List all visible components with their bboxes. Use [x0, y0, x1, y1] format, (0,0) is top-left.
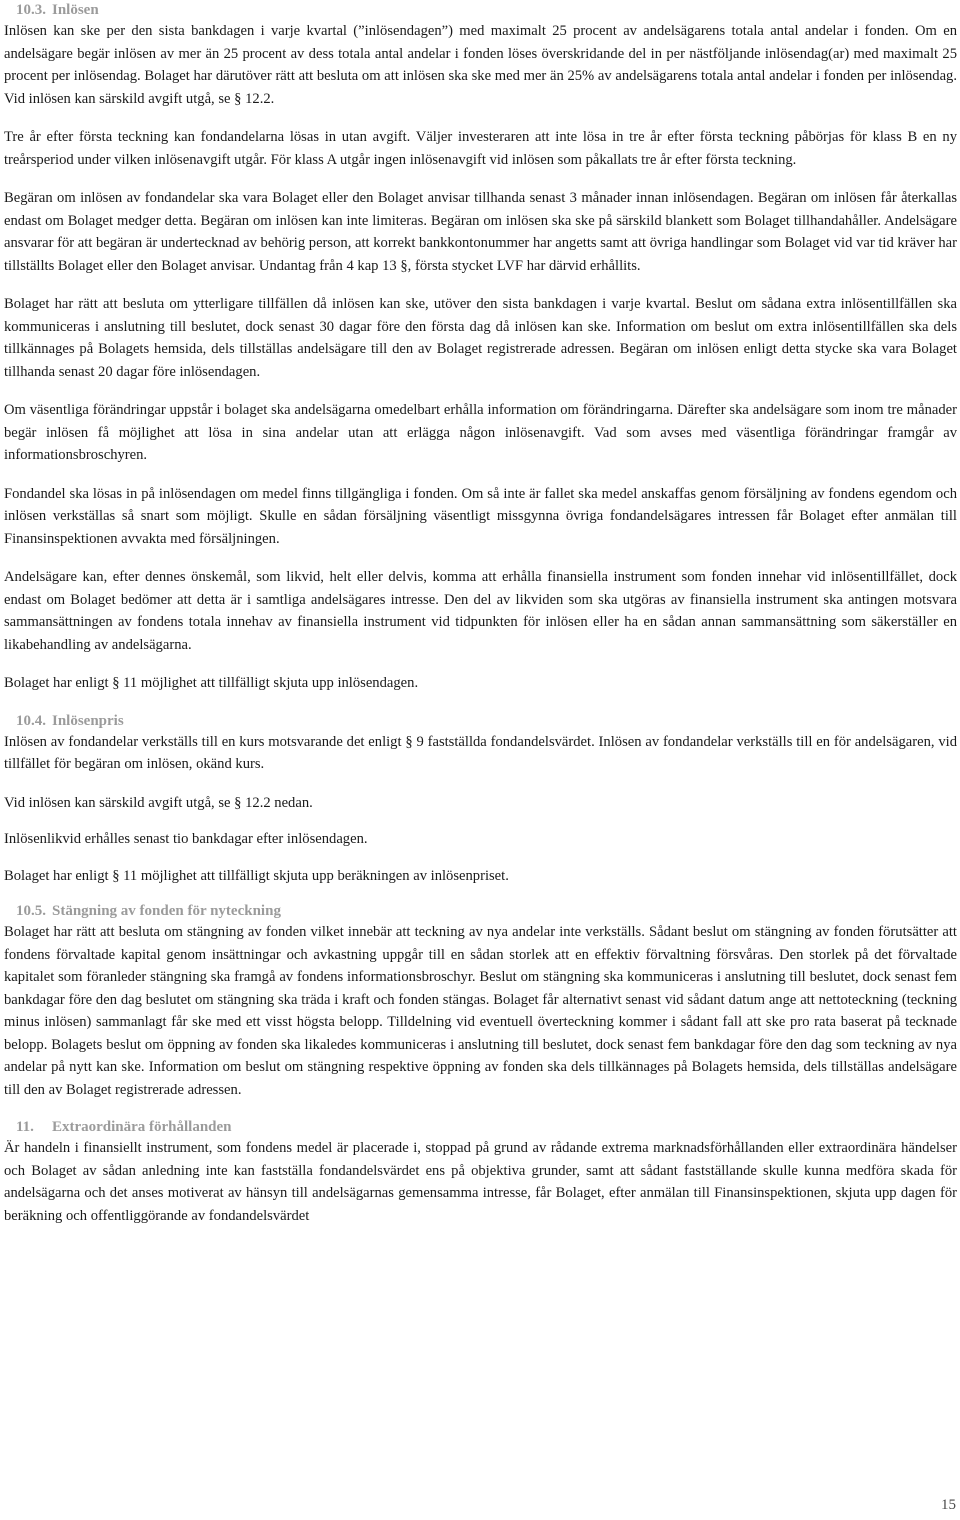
paragraph: Bolaget har enligt § 11 möjlighet att tillfälligt skjuta upp inlösendagen. — [4, 675, 419, 691]
paragraph: Är handeln i finansiellt instrument, som fondens medel är placerade i, stoppad på grund av rådande extrema marknadsförhållanden eller extraordinära händelser och Bolaget av sådan anledning inte kan fastställa fondandelsvärdet ens på objektiva grunder, samt att sådant fastställande skulle kunna medföra skada för andelsägarna och det anses motiverat av hänsyn till andelsägarnas gemensamma intresse, får Bolaget, efter anmälan till Finansinspektionen, skjuta upp dagen för beräkning och offentliggörande av fondandelsvärdet — [4, 1140, 957, 1224]
section-number: 10.3. — [16, 2, 46, 18]
section-title: Stängning av fonden för nyteckning — [52, 903, 281, 919]
section-number: 10.4. — [16, 712, 46, 729]
section-heading-10-3 — [4, 0, 957, 20]
section-heading-10-4 — [4, 711, 957, 731]
paragraph: Inlösen av fondandelar verkställs till en kurs motsvarande det enligt § 9 fastställda fondandelsvärdet. Inlösen av fondandelar verkställs till en för andelsägaren, vid tillfället för begäran om inlösen, okänd kurs. — [4, 733, 957, 772]
paragraph: Bolaget har rätt att besluta om ytterligare tillfällen då inlösen kan ske, utöver den sista bankdagen i varje kvartal. Beslut om sådana extra inlösentillfällen ska kommuniceras i anslutning till beslutet, dock senast 30 dagar före den första dag då inlösen kan ske. Information om beslut om extra inlösentillfällen ska dels tillkännages på Bolagets hemsida, dels tillställas andelsägare till den av Bolaget registrerade adressen. Begäran om inlösen enligt detta stycke ska vara Bolaget tillhanda senast 20 dagar före inlösendagen. — [4, 296, 957, 380]
section-number: 10.5. — [16, 903, 46, 919]
paragraph: Bolaget har rätt att besluta om stängning av fonden vilket innebär att teckning av nya andelar inte verkställs. Sådant beslut om stängning av fonden förutsätter att fondens förvaltade kapital genom insättningar och avkastning uppgår till en sådan storlek att en effektiv förvaltning försvåras. Den storlek på det förvaltade kapitalet som föranleder stängning ska framgå av fondens informationsbroschyr. Beslut om stängning ska kommuniceras i anslutning till beslutet, dock senast fem bankdagar före den dag beslutet om stängning ska träda i kraft och fonden stängas. Bolaget får alternativt senast vid sådant datum ange att nettoteckning (teckning minus inlösen) sammanlagt får ske med ett visst högsta belopp. Tilldelning vid eventuell överteckning kommer i sådant fall att ske pro rata baserat på tecknade belopp. Bolagets beslut om öppning av fonden ska likaledes kommuniceras i anslutning till beslutet, dock senast fem bankdagar före den dag som teckning av nya andelar på nytt kan ske. Information om beslut om stängning respektive öppning av fonden ska dels tillkännages på Bolagets hemsida, dels tillställas andelsägare till den av Bolaget registrerade adressen. — [4, 924, 957, 1098]
section-title: Inlösenpris — [52, 712, 124, 729]
paragraph: Inlösen kan ske per den sista bankdagen i varje kvartal (”inlösendagen”) med maximalt 25 procent av andelsägarens totala antal andelar i fonden. Om en andelsägare begär inlösen av mer än 25 procent av dess totala antal andelar i fonden löses överskridande del in per nästföljande inlösendag(ar) med maximalt 25 procent per inlösendag. Bolaget har därutöver rätt att besluta om att inlösen ska ske med mer än 25% av andelsägarens totala antal andelar i fonden per inlösendag. Vid inlösen kan särskild avgift utgå, se § 12.2. — [4, 23, 957, 107]
paragraph: Inlösenlikvid erhålles senast tio bankdagar efter inlösendagen. — [4, 831, 368, 847]
paragraph: Begäran om inlösen av fondandelar ska vara Bolaget eller den Bolaget anvisar tillhanda senast 3 månader innan inlösendagen. Begäran om inlösen får återkallas endast om Bolaget medger detta. Begäran om inlösen kan inte limiteras. Begäran om inlösen ska ske på särskild blankett som Bolaget tillhandahåller. Andelsägare ansvarar för att begäran är undertecknad av behörig person, att korrekt bankkontonummer har angetts samt att övriga handlingar som Bolaget vid var tid kräver har tillställts Bolaget eller den Bolaget anvisar. Undantag från 4 kap 13 §, första stycket LVF har därvid erhållits. — [4, 190, 957, 274]
document-page — [4, 0, 957, 1243]
section-heading-11 — [4, 1117, 957, 1137]
paragraph: Andelsägare kan, efter dennes önskemål, som likvid, helt eller delvis, komma att erhålla finansiella instrument som fonden innehar vid inlösentillfället, dock endast om Bolaget bedömer att detta är i samtliga andelsägares intresse. Den del av likviden som ska utgöras av finansiella instrument ska antingen motsvara sammansättningen av fondens totala innehav av finansiella instrument vid tidpunkten för inlösen eller ha en sådan annan sammansättning som säkerställer en likabehandling av andelsägarna. — [4, 569, 957, 653]
paragraph: Bolaget har enligt § 11 möjlighet att tillfälligt skjuta upp beräkningen av inlösenpriset. — [4, 867, 509, 884]
section-title: Extraordinära förhållanden — [51, 1119, 232, 1135]
paragraph: Om väsentliga förändringar uppstår i bolaget ska andelsägarna omedelbart erhålla information om förändringarna. Därefter ska andelsägare som inom tre månader begär inlösen få möjlighet att lösa in sina andelar utan att erlägga någon inlösenavgift. Vad som avses med väsentliga förändringar framgår av informationsbroschyren. — [4, 402, 957, 463]
page-number: 15 — [941, 1497, 956, 1513]
paragraph: Tre år efter första teckning kan fondandelarna lösas in utan avgift. Väljer investeraren att inte lösa in tre år efter första teckning påbörjas för klass B en ny treårsperiod under vilken inlösenavgift utgår. För klass A utgår ingen inlösenavgift vid inlösen som påkallats tre år efter första teckning. — [4, 129, 957, 168]
section-heading-10-5 — [4, 901, 957, 921]
paragraph: Vid inlösen kan särskild avgift utgå, se § 12.2 nedan. — [4, 794, 313, 811]
paragraph: Fondandel ska lösas in på inlösendagen om medel finns tillgängliga i fonden. Om så inte är fallet ska medel anskaffas genom försäljning av fondens egendom och inlösen verkställas så snart som möjligt. Skulle en sådan försäljning väsentligt missgynna övriga fondandelsägares intressen får Bolaget efter anmälan till Finansinspektionen avvakta med försäljningen. — [4, 485, 957, 547]
section-number: 11. — [16, 1119, 34, 1135]
section-title: Inlösen — [52, 2, 99, 18]
